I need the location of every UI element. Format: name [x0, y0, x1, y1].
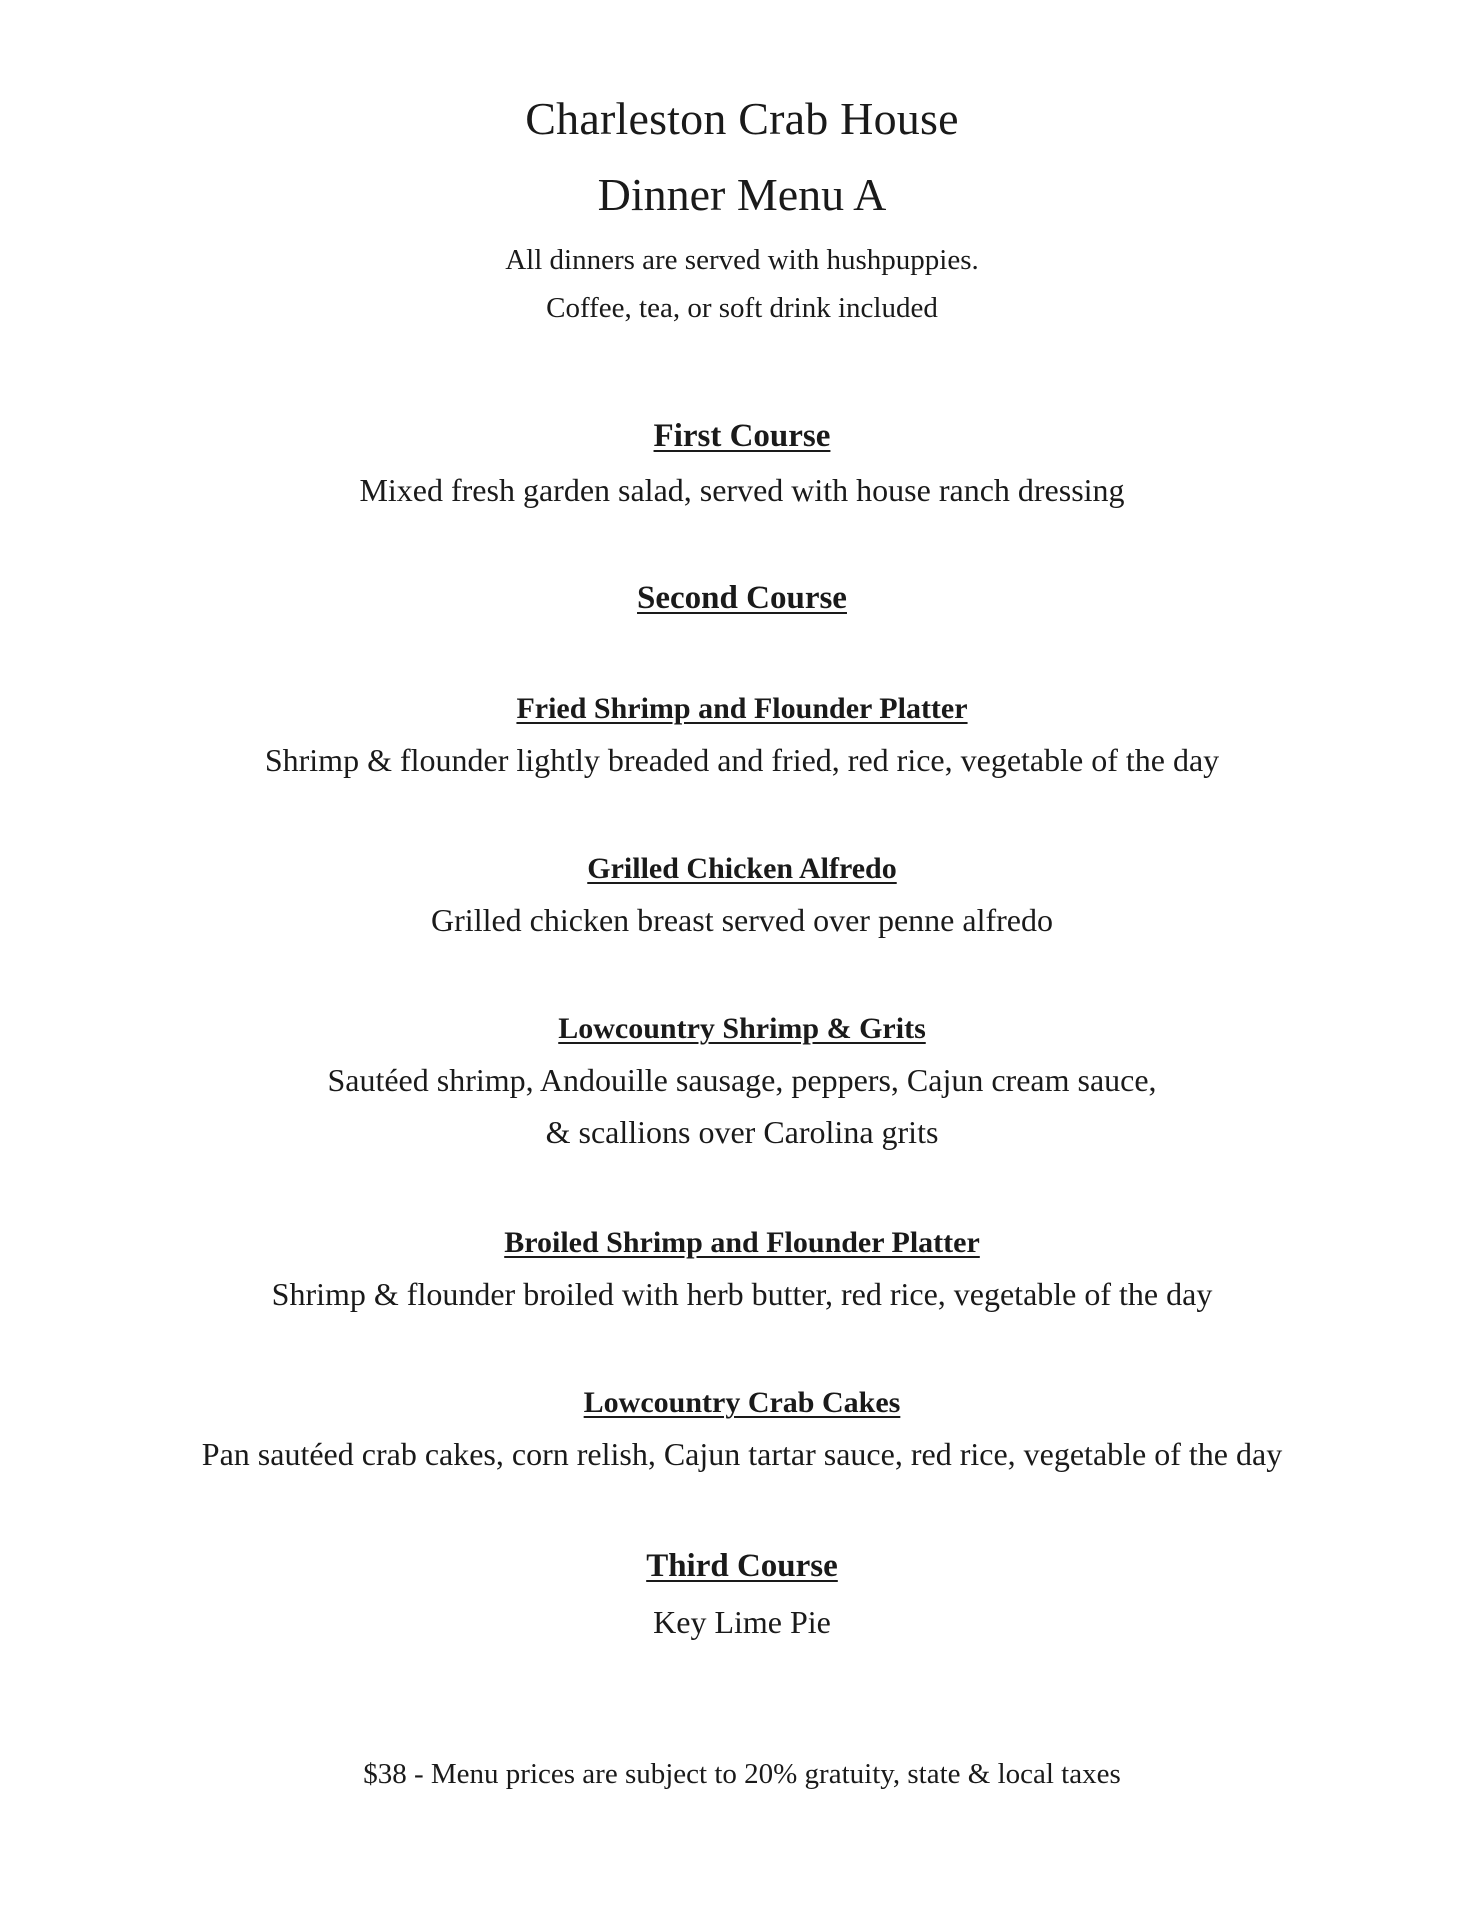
intro-line-2: Coffee, tea, or soft drink included — [546, 292, 938, 324]
menu-name: Dinner Menu A — [597, 169, 887, 220]
dish-description: Grilled chicken breast served over penne alfredo — [431, 902, 1053, 938]
restaurant-name: Charleston Crab House — [525, 93, 959, 144]
dish-description: Shrimp & flounder broiled with herb butter, red rice, vegetable of the day — [271, 1276, 1213, 1312]
price-note: $38 - Menu prices are subject to 20% gratuity, state & local taxes — [363, 1758, 1121, 1790]
first-course-description: Mixed fresh garden salad, served with house ranch dressing — [359, 472, 1125, 508]
dish-name: Broiled Shrimp and Flounder Platter — [504, 1226, 980, 1259]
intro-line-1: All dinners are served with hushpuppies. — [505, 244, 979, 276]
dish-description: Pan sautéed crab cakes, corn relish, Cajun tartar sauce, red rice, vegetable of the day — [201, 1436, 1283, 1472]
dish-name: Lowcountry Crab Cakes — [583, 1386, 901, 1419]
dish-name: Lowcountry Shrimp & Grits — [558, 1012, 926, 1045]
dish-description: Shrimp & flounder lightly breaded and fried, red rice, vegetable of the day — [264, 742, 1220, 778]
dish-name: Fried Shrimp and Flounder Platter — [516, 692, 968, 725]
dish-name: Grilled Chicken Alfredo — [587, 852, 897, 885]
second-course-heading: Second Course — [637, 580, 847, 616]
dish-description: Sautéed shrimp, Andouille sausage, peppers, Cajun cream sauce, — [327, 1062, 1157, 1098]
third-course-description: Key Lime Pie — [653, 1604, 831, 1640]
dish-description: & scallions over Carolina grits — [545, 1114, 939, 1150]
first-course-heading: First Course — [653, 418, 831, 454]
third-course-heading: Third Course — [646, 1548, 838, 1584]
